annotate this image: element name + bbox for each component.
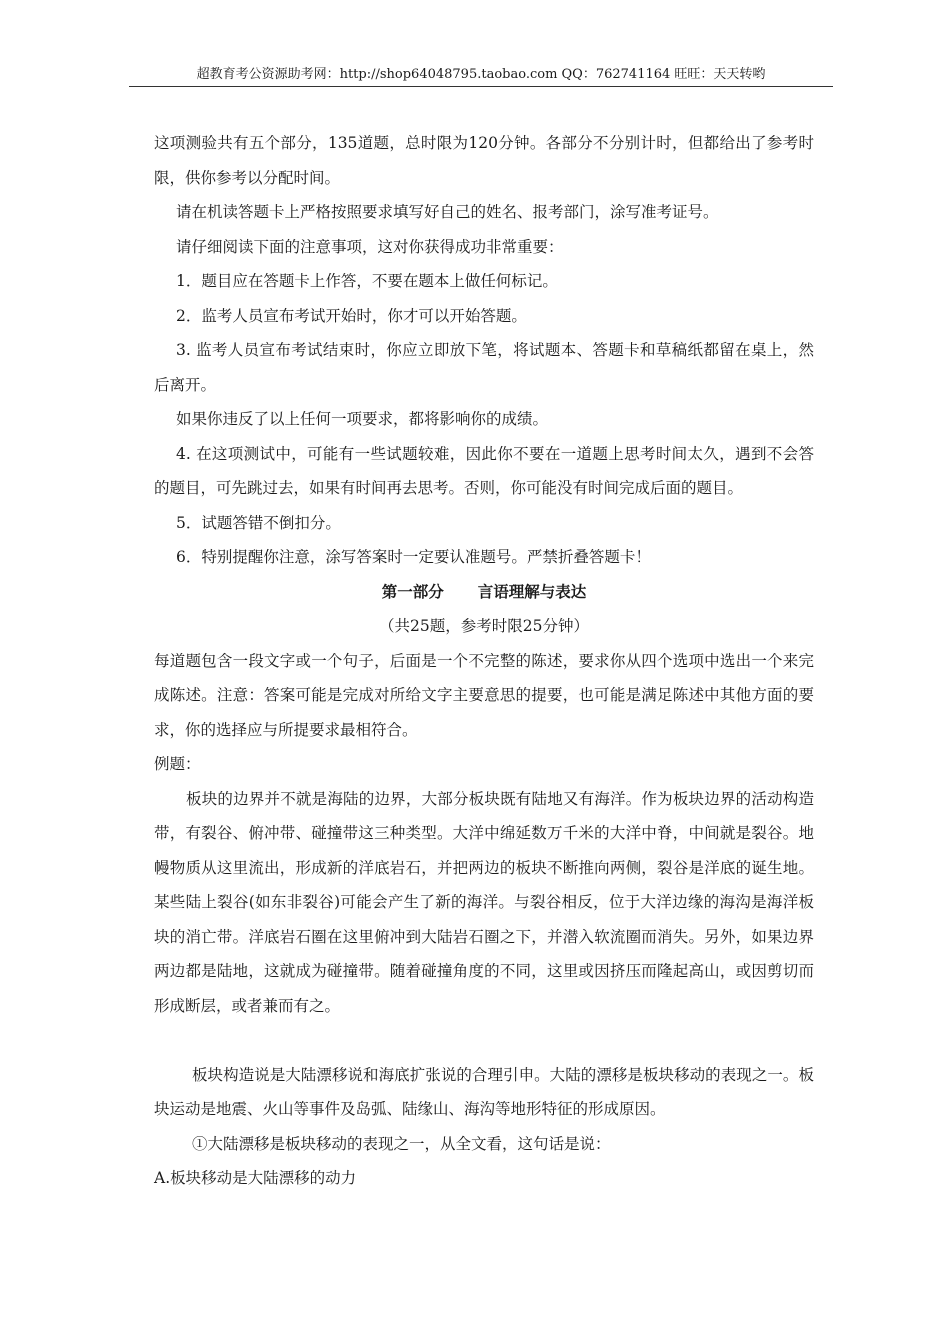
example-question: ①大陆漂移是板块移动的表现之一，从全文看，这句话是说： <box>192 1134 611 1153</box>
example-label: 例题： <box>154 755 201 773</box>
rule-item: 6．特别提醒你注意，涂写答案时一定要认准题号。严禁折叠答题卡！ <box>176 548 651 566</box>
section-subtitle: （共25题，参考时限25分钟） <box>379 617 589 635</box>
intro-paragraph: 这项测验共有五个部分，135道题，总时限为120分钟。各部分不分别计时，但都给出了参考时限，供你参考以分配时间。 <box>154 134 814 187</box>
intro-paragraph: 请仔细阅读下面的注意事项，这对你获得成功非常重要： <box>176 237 564 256</box>
section-instructions: 每道题包含一段文字或一个句子，后面是一个不完整的陈述，要求你从四个选项中选出一个来完成陈述。注意：答案可能是完成对所给文字主要意思的提要，也可能是满足陈述中其他方面的要求，你的选择应与所提要求最相符合。 <box>154 651 814 739</box>
section-title <box>154 575 814 610</box>
section-title-name: 言语理解与表达 <box>477 581 587 601</box>
example-passage: 板块的边界并不就是海陆的边界，大部分板块既有陆地又有海洋。作为板块边界的活动构造带，有裂谷、俯冲带、碰撞带这三种类型。大洋中绵延数万千米的大洋中脊，中间就是裂谷。地幔物质从这里流出，形成新的洋底岩石，并把两边的板块不断推向两侧，裂谷是洋底的诞生地。某些陆上裂谷(如东非裂谷)可能会产生了新的海洋。与裂谷相反，位于大洋边缘的海沟是海洋板块的消亡带。洋底岩石圈在这里俯冲到大陆岩石圈之下，并潜入软流圈而消失。另外，如果边界两边都是陆地，这就成为碰撞带。随着碰撞角度的不同，这里或因挤压而隆起高山，或因剪切而形成断层，或者兼而有之。 <box>154 789 814 1015</box>
page-header: 超教育考公资源助考网：http://shop64048795.taobao.com QQ：762741164 旺旺：天天转哟 <box>129 64 833 87</box>
rule-item: 5．试题答错不倒扣分。 <box>176 513 341 532</box>
rule-item: 2．监考人员宣布考试开始时，你才可以开始答题。 <box>176 306 527 325</box>
rule-item: 1．题目应在答题卡上作答，不要在题本上做任何标记。 <box>176 272 558 290</box>
answer-option-a: A.板块移动是大陆漂移的动力 <box>154 1169 357 1187</box>
section-title-number: 第一部分 <box>381 581 444 601</box>
document-body <box>154 126 814 1196</box>
rule-item: 3. 监考人员宣布考试结束时，你应立即放下笔，将试题本、答题卡和草稿纸都留在桌上，然后离开。 <box>154 341 814 394</box>
spacer <box>154 1023 814 1058</box>
intro-paragraph: 请在机读答题卡上严格按照要求填写好自己的姓名、报考部门，涂写准考证号。 <box>176 203 719 221</box>
warning-paragraph: 如果你违反了以上任何一项要求，都将影响你的成绩。 <box>176 410 549 428</box>
example-passage: 板块构造说是大陆漂移说和海底扩张说的合理引申。大陆的漂移是板块移动的表现之一。板块运动是地震、火山等事件及岛弧、陆缘山、海沟等地形特征的形成原因。 <box>154 1065 814 1118</box>
rule-item: 4. 在这项测试中，可能有一些试题较难，因此你不要在一道题上思考时间太久，遇到不会答的题目，可先跳过去，如果有时间再去思考。否则，你可能没有时间完成后面的题目。 <box>154 444 814 497</box>
